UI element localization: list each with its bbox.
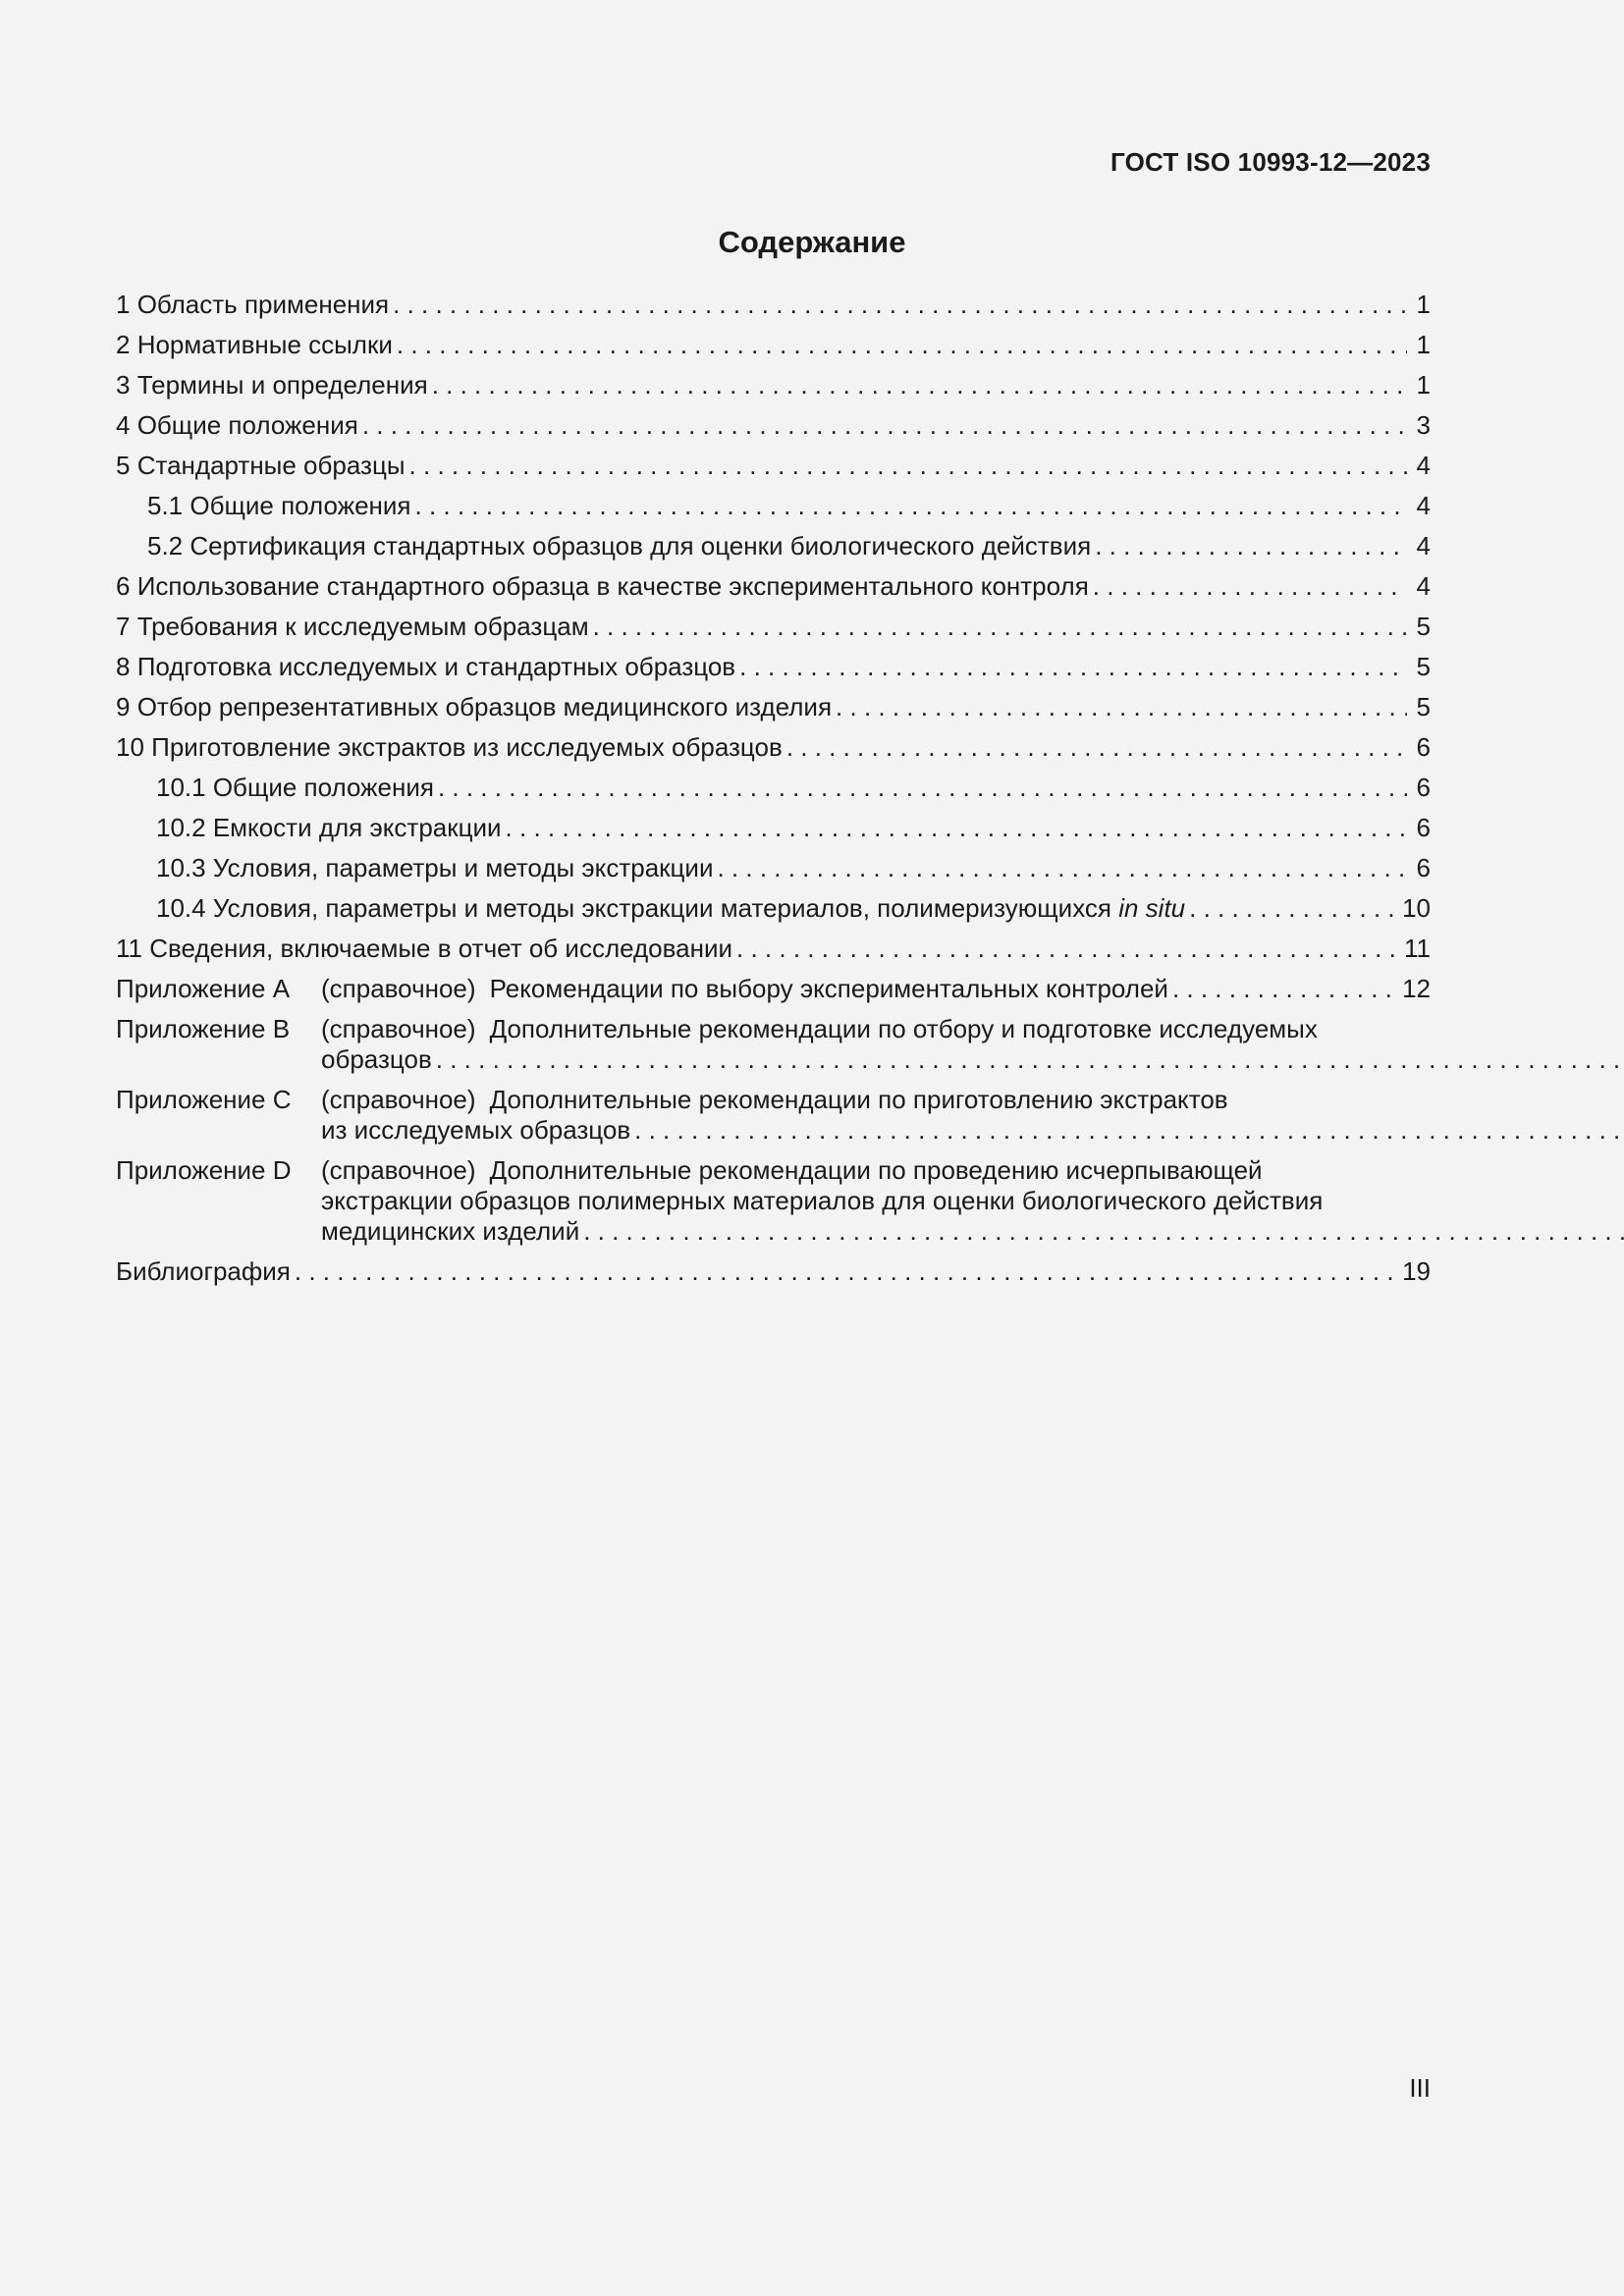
toc-appendix-c[interactable] [116,1080,1431,1150]
dot-leader [583,1216,1624,1247]
toc-entry-number: 4 [116,410,137,440]
dot-leader [593,607,1407,647]
dot-leader [397,325,1407,365]
toc-entry-page: 6 [1416,773,1431,802]
appendix-title: экстракции образцов полимерных материалов для оценки биологического действия [321,1186,1324,1215]
toc-entry-page: 11 [1404,934,1431,963]
dot-leader [362,405,1407,446]
toc-entry-page: 4 [1416,571,1431,601]
appendix-title-line [321,1014,1624,1044]
appendix-title: образцов [321,1044,432,1074]
dot-leader [438,768,1407,808]
toc-entry-10-1[interactable] [116,768,1431,808]
toc-entry-number: 10.3 [156,853,213,882]
dot-leader [634,1115,1624,1146]
toc-entry-page: 5 [1416,692,1431,721]
toc-entry-number: 6 [116,571,137,601]
toc-entry-page: 4 [1416,451,1431,480]
toc-entry-number: 10.1 [156,773,213,802]
toc-entry-5-1[interactable] [116,486,1431,526]
appendix-title: Дополнительные рекомендации по приготовлению экстрактов [489,1085,1228,1114]
page-number: III [1409,2073,1431,2103]
toc-entry-title: Область применения [136,290,390,319]
toc-entry-page: 1 [1416,290,1431,319]
dot-leader [717,848,1407,888]
dot-leader [506,808,1407,848]
appendix-title-line [321,1155,1624,1186]
toc-entry-6[interactable] [116,566,1431,607]
appendix-title: из исследуемых образцов [321,1115,631,1145]
appendix-body [321,1155,1624,1247]
dot-leader [393,285,1407,325]
toc-entry-title-italic: in situ [1118,893,1186,923]
toc-entry-title: Нормативные ссылки [136,330,393,359]
toc-entry-page: 6 [1416,732,1431,762]
toc-entry-number: 2 [116,330,137,359]
toc-entry-title: Требования к исследуемым образцам [136,612,589,641]
toc-entry-4[interactable] [116,405,1431,446]
toc-entry-10-2[interactable] [116,808,1431,848]
appendix-title: Дополнительные рекомендации по отбору и подготовке исследуемых [489,1014,1318,1043]
toc-entry-title: Подготовка исследуемых и стандартных образцов [136,652,736,681]
toc-entry-number: 7 [116,612,137,641]
toc-entry-page: 5 [1416,652,1431,681]
toc-entry-number: 5.2 [147,531,190,561]
dot-leader [1093,566,1407,607]
dot-leader [432,365,1407,405]
toc-appendix-a[interactable] [116,969,1431,1009]
toc-entry-page: 3 [1416,410,1431,440]
appendix-body [321,1014,1624,1075]
appendix-title-last-line [321,1216,1624,1247]
toc-entry-title: Общие положения [189,491,411,520]
toc-bibliography[interactable] [116,1252,1431,1292]
appendix-type: (справочное) [321,1155,476,1185]
toc-entry-8[interactable] [116,647,1431,687]
toc-appendix-d[interactable] [116,1150,1431,1252]
appendix-title: медицинских изделий [321,1216,580,1246]
toc-entry-7[interactable] [116,607,1431,647]
toc-entry-page: 6 [1416,853,1431,882]
bibliography-page: 19 [1402,1256,1431,1286]
toc-title: Содержание [718,225,906,259]
toc-entry-page: 10 [1402,893,1431,923]
dot-leader [1189,888,1398,929]
appendix-type: (справочное) [321,974,476,1003]
appendix-title-last-line [321,1044,1624,1075]
toc-entry-title: Емкости для экстракции [212,813,502,842]
table-of-contents [116,285,1431,1292]
appendix-label: Приложение D [116,1155,292,1185]
appendix-label: Приложение B [116,1014,291,1043]
toc-entry-title: Сведения, включаемые в отчет об исследовании [149,934,733,963]
toc-entry-1[interactable] [116,285,1431,325]
appendix-title-line [321,1186,1624,1216]
appendix-label: Приложение A [116,974,291,1003]
toc-appendix-b[interactable] [116,1009,1431,1080]
toc-entry-number: 10.2 [156,813,213,842]
document-code: ГОСТ ISO 10993-12—2023 [1110,147,1431,177]
dot-leader [1172,969,1398,1009]
bibliography-title: Библиография [116,1256,291,1286]
toc-entry-page: 4 [1416,531,1431,561]
appendix-body [321,1085,1624,1146]
toc-entry-page: 1 [1416,330,1431,359]
toc-entry-number: 1 [116,290,137,319]
toc-entry-title: Общие положения [136,410,358,440]
dot-leader [1095,526,1407,566]
toc-entry-page: 5 [1416,612,1431,641]
toc-entry-number: 9 [116,692,137,721]
toc-entry-number: 5.1 [147,491,190,520]
dot-leader [409,446,1407,486]
dot-leader [739,647,1407,687]
appendix-type: (справочное) [321,1014,476,1043]
toc-entry-5-2[interactable] [116,526,1431,566]
toc-entry-title: Стандартные образцы [136,451,406,480]
toc-entry-number: 10.4 [156,893,213,923]
toc-entry-number: 5 [116,451,137,480]
dot-leader [786,727,1407,768]
dot-leader [415,486,1407,526]
toc-entry-title-main: Условия, параметры и методы экстракции материалов, полимеризующихся [212,893,1119,923]
dot-leader [736,929,1400,969]
toc-entry-title: Термины и определения [136,370,428,400]
toc-entry-2[interactable] [116,325,1431,365]
toc-entry-number: 10 [116,732,152,762]
dot-leader [436,1044,1624,1075]
toc-entry-number: 11 [116,934,150,963]
toc-entry-10-3[interactable] [116,848,1431,888]
toc-entry-5[interactable] [116,446,1431,486]
toc-entry-title: Общие положения [212,773,434,802]
toc-entry-11[interactable] [116,929,1431,969]
toc-entry-page: 1 [1416,370,1431,400]
appendix-label: Приложение C [116,1085,292,1114]
appendix-title-line [321,1085,1624,1115]
toc-entry-10[interactable] [116,727,1431,768]
toc-entry-title: Условия, параметры и методы экстракции [212,853,714,882]
dot-leader [836,687,1407,727]
toc-entry-title: Приготовление экстрактов из исследуемых образцов [151,732,783,762]
toc-entry-page: 4 [1416,491,1431,520]
toc-entry-9[interactable] [116,687,1431,727]
appendix-title-last-line [321,1115,1624,1146]
toc-entry-10-4[interactable] [116,888,1431,929]
appendix-type: (справочное) [321,1085,476,1114]
toc-entry-title: Отбор репрезентативных образцов медицинского изделия [136,692,833,721]
appendix-title: Дополнительные рекомендации по проведению исчерпывающей [489,1155,1263,1185]
toc-entry-page: 6 [1416,813,1431,842]
toc-entry-number: 3 [116,370,137,400]
toc-entry-3[interactable] [116,365,1431,405]
appendix-page: 12 [1402,974,1431,1003]
toc-entry-title: Использование стандартного образца в качестве экспериментального контроля [136,571,1089,601]
toc-entry-number: 8 [116,652,137,681]
appendix-title: Рекомендации по выбору экспериментальных контролей [489,974,1168,1003]
dot-leader [295,1252,1398,1292]
toc-entry-title: Сертификация стандартных образцов для оценки биологического действия [189,531,1092,561]
toc-entry-title [213,888,1185,929]
